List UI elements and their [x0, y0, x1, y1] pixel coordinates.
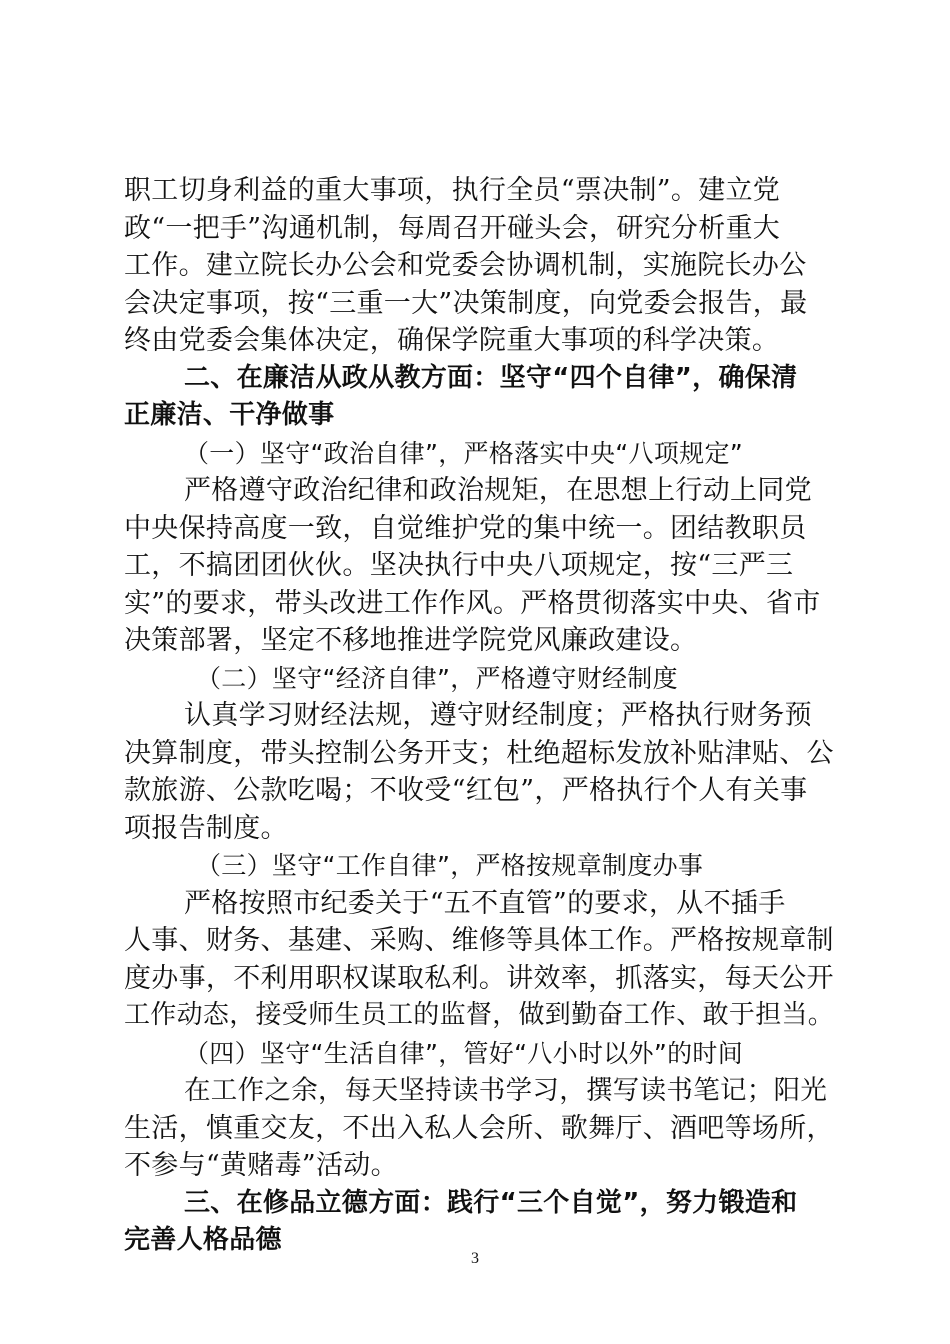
paragraph-line: 度办事，不利用职权谋取私利。讲效率，抓落实，每天公开 [124, 962, 834, 994]
paragraph-line: 款旅游、公款吃喝；不收受“红包”，严格执行个人有关事 [124, 775, 808, 806]
paragraph-line: 生活，慎重交友，不出入私人会所、歌舞厅、酒吧等场所， [124, 1112, 834, 1144]
paragraph-line: 人事、财务、基建、采购、维修等具体工作。严格按规章制 [124, 925, 834, 956]
paragraph-line: 终由党委会集体决定，确保学院重大事项的科学决策。 [124, 325, 780, 356]
subheading-2: （二）坚守“经济自律”，严格遵守财经制度 [196, 663, 678, 693]
section-heading-3-cont: 完善人格品德 [124, 1225, 282, 1255]
paragraph-line: 项报告制度。 [124, 812, 288, 844]
paragraph-line: 会决定事项，按“三重一大”决策制度，向党委会报告，最 [124, 287, 808, 319]
paragraph-line: 决算制度，带头控制公务开支；杜绝超标发放补贴津贴、公 [124, 737, 834, 769]
paragraph-line: 在工作之余，每天坚持读书学习，撰写读书笔记；阳光 [184, 1075, 828, 1106]
section-heading-3: 三、在修品立德方面：践行“三个自觉”，努力锻造和 [184, 1187, 798, 1218]
subheading-1: （一）坚守“政治自律”，严格落实中央“八项规定” [184, 438, 744, 468]
paragraph-line: 政“一把手”沟通机制，每周召开碰头会，研究分析重大 [124, 212, 781, 244]
paragraph-line: 严格按照市纪委关于“五不直管”的要求，从不插手 [184, 887, 786, 919]
paragraph-line: 认真学习财经法规，遵守财经制度；严格执行财务预 [184, 700, 812, 731]
subheading-4: （四）坚守“生活自律”，管好“八小时以外”的时间 [184, 1038, 744, 1068]
document-body [124, 172, 836, 1260]
paragraph-line: 严格遵守政治纪律和政治规矩，在思想上行动上同党 [184, 475, 812, 506]
section-heading-2: 二、在廉洁从政从教方面：坚守“四个自律”，确保清 [184, 362, 798, 393]
paragraph-line: 工作动态，接受师生员工的监督，做到勤奋工作、敢于担当。 [124, 1000, 835, 1030]
section-heading-2-cont: 正廉洁、干净做事 [124, 400, 335, 430]
paragraph-line: 职工切身利益的重大事项，执行全员“票决制”。建立党 [124, 175, 781, 206]
page-number: 3 [471, 1250, 479, 1267]
paragraph-line: 工，不搞团团伙伙。坚决执行中央八项规定，按“三严三 [124, 550, 794, 581]
subheading-3: （三）坚守“工作自律”，严格按规章制度办事 [196, 851, 704, 880]
paragraph-line: 决策部署，坚定不移地推进学院党风廉政建设。 [124, 625, 698, 656]
paragraph-line: 不参与“黄赌毒”活动。 [124, 1150, 398, 1181]
paragraph-line: 工作。建立院长办公会和党委会协调机制，实施院长办公 [124, 250, 807, 281]
paragraph-line: 中央保持高度一致，自觉维护党的集中统一。团结教职员 [124, 512, 807, 544]
paragraph-line: 实”的要求，带头改进工作作风。严格贯彻落实中央、省市 [124, 587, 821, 619]
